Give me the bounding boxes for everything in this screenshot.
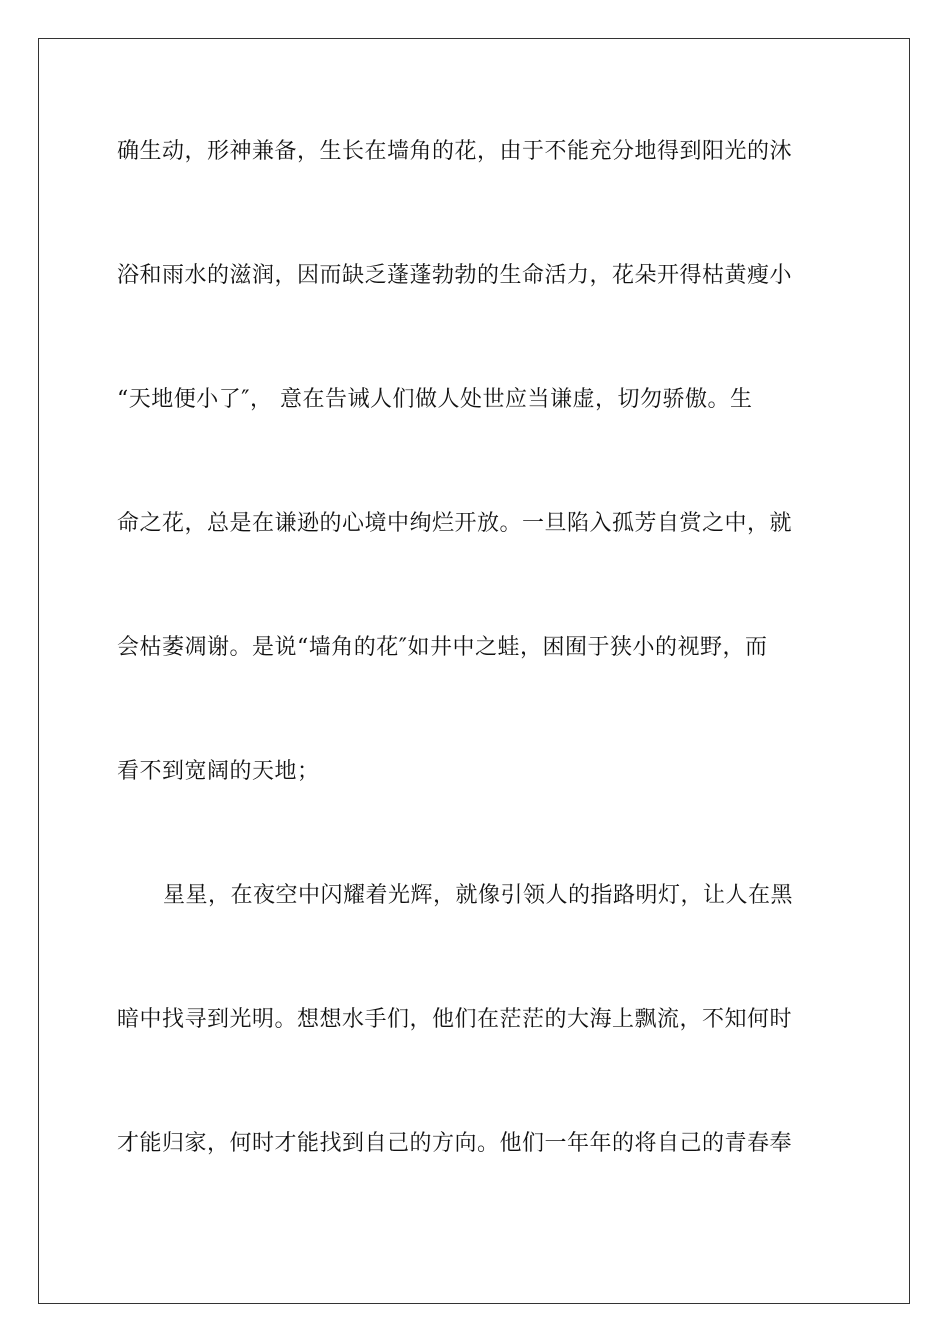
text-line: “天地便小了″， 意在告诫人们做人处世应当谦虚，切勿骄傲。生 (117, 387, 753, 412)
text-line: 确生动，形神兼备，生长在墙角的花，由于不能充分地得到阳光的沐 (117, 139, 793, 164)
text-line: 浴和雨水的滋润，因而缺乏蓬蓬勃勃的生命活力，花朵开得枯黄瘦小 (117, 263, 793, 288)
text-line: 才能归家，何时才能找到自己的方向。他们一年年的将自己的青春奉 (117, 1131, 793, 1156)
text-line: 会枯萎凋谢。是说“墙角的花″如井中之蛙，困囿于狭小的视野，而 (117, 635, 768, 660)
text-line: 命之花，总是在谦逊的心境中绚烂开放。一旦陷入孤芳自赏之中，就 (117, 511, 793, 536)
page-border (38, 38, 910, 1304)
text-line: 暗中找寻到光明。想想水手们，他们在茫茫的大海上飘流，不知何时 (117, 1007, 793, 1032)
text-line: 看不到宽阔的天地； (117, 759, 320, 784)
paragraph-first-line: 星星，在夜空中闪耀着光辉，就像引领人的指路明灯，让人在黑 (163, 883, 794, 908)
